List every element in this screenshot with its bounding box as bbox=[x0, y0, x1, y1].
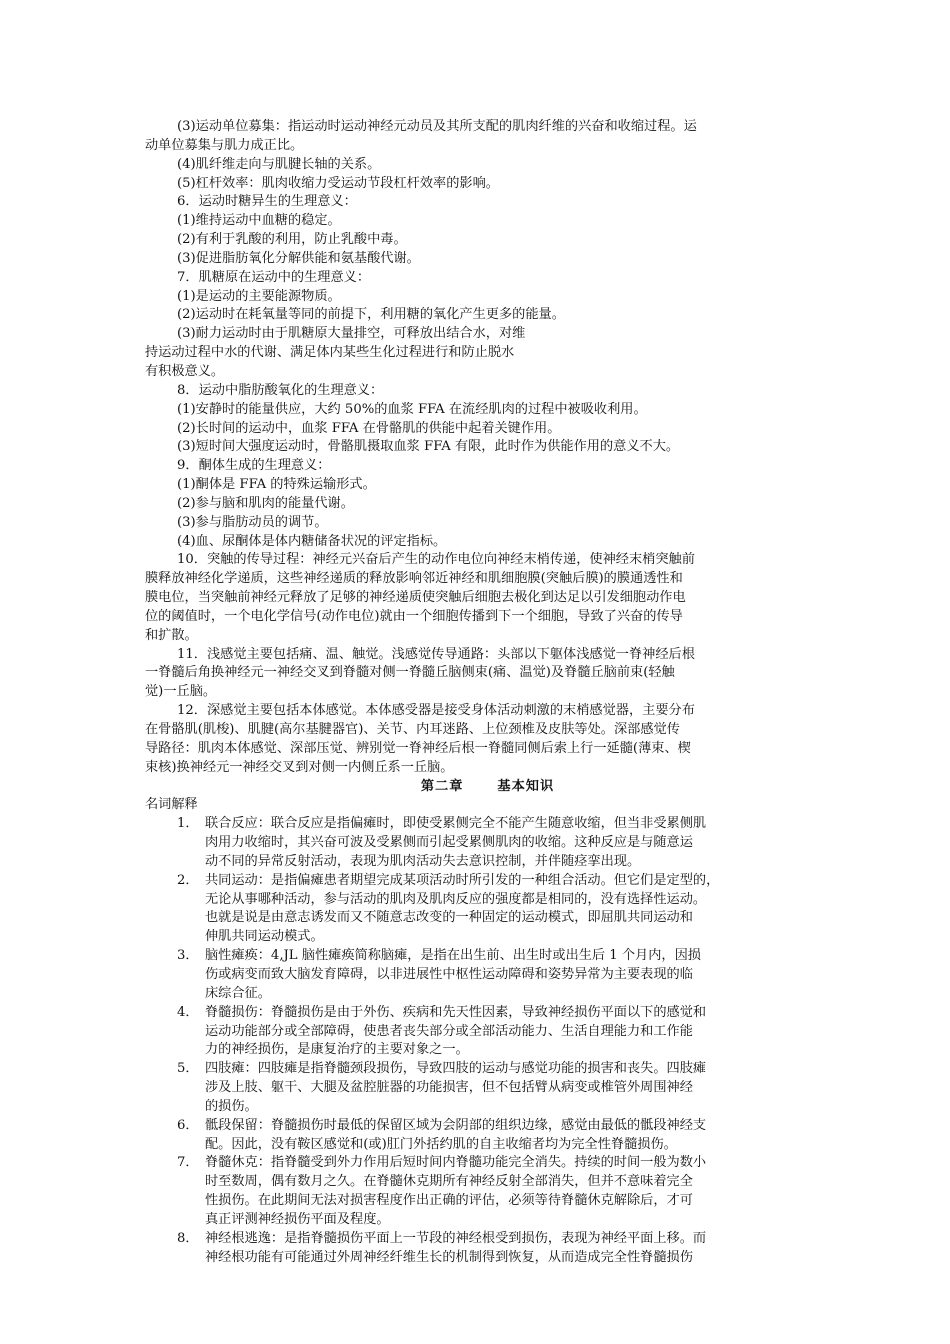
section-physiology-notes bbox=[145, 118, 810, 778]
text-line: (3)参与脂肪动员的调节。 bbox=[177, 514, 328, 530]
text-line: 11．浅感觉主要包括痛、温、触觉。浅感觉传导通路：头部以下躯体浅感觉一脊神经后根 bbox=[177, 646, 695, 662]
glossary-item-text: 脊髓损伤：脊髓损伤是由于外伤、疾病和先天性因素，导致神经损伤平面以下的感觉和 bbox=[205, 1004, 707, 1020]
text-line: (4)肌纤维走向与肌腱长轴的关系。 bbox=[177, 156, 381, 172]
text-line: (1)维持运动中血糖的稳定。 bbox=[177, 213, 341, 229]
glossary-item-text: 涉及上肢、躯干、大腿及盆腔脏器的功能损害，但不包括臂从病变或椎管外周围神经 bbox=[205, 1080, 693, 1096]
glossary-item-text: 神经根逃逸：是指脊髓损伤平面上一节段的神经根受到损伤，表现为神经平面上移。而 bbox=[205, 1230, 707, 1246]
glossary-item-text: 联合反应：联合反应是指偏瘫时，即使受累侧完全不能产生随意收缩，但当非受累侧肌 bbox=[205, 816, 707, 832]
glossary-item bbox=[145, 1060, 810, 1117]
glossary-item-text: 伤或病变而致大脑发育障碍，以非进展性中枢性运动障碍和姿势异常为主要表现的临 bbox=[205, 966, 693, 982]
text-line: 7．肌糖原在运动中的生理意义： bbox=[177, 269, 371, 285]
text-line: (2)长时间的运动中，血浆 FFA 在骨骼肌的供能中起着关键作用。 bbox=[177, 420, 561, 436]
chapter-heading bbox=[145, 778, 810, 797]
chapter-title: 基本知识 bbox=[497, 778, 555, 794]
glossary-item-text: 骶段保留：脊髓损伤时最低的保留区域为会阴部的组织边缘，感觉由最低的骶段神经支 bbox=[205, 1117, 707, 1133]
text-line: 觉)一丘脑。 bbox=[145, 684, 217, 700]
glossary-item-first-line bbox=[145, 872, 810, 891]
glossary-item-text: 脑性瘫痪：4,JL 脑性瘫痪简称脑瘫，是指在出生前、出生时或出生后 1 个月内，因损 bbox=[205, 948, 701, 964]
glossary-item-first-line bbox=[145, 1004, 810, 1023]
text-line: 膜电位，当突触前神经元释放了足够的神经递质使突触后细胞去极化到达足以引发细胞动作电 bbox=[145, 590, 686, 606]
text-line: 8．运动中脂肪酸氧化的生理意义： bbox=[177, 382, 384, 398]
text-line: (3)运动单位募集：指运动时运动神经元动员及其所支配的肌肉纤维的兴奋和收缩过程。运 bbox=[177, 119, 697, 134]
glossary-item-text: 力的神经损伤，是康复治疗的主要对象之一。 bbox=[205, 1042, 469, 1058]
text-line: 12．深感觉主要包括本体感觉。本体感受器是接受身体活动刺激的末梢感觉器，主要分布 bbox=[177, 703, 695, 719]
glossary-item bbox=[145, 1154, 810, 1229]
text-line: 导路径：肌肉本体感觉、深部压觉、辨别觉一脊神经后根一脊髓同侧后索上行一延髓(薄束、楔 bbox=[145, 740, 691, 756]
text-line: (2)有利于乳酸的利用，防止乳酸中毒。 bbox=[177, 232, 407, 248]
glossary-item-number: 1． bbox=[177, 816, 199, 832]
chapter-number: 第二章 bbox=[420, 778, 464, 794]
glossary-item-number: 3． bbox=[177, 948, 199, 964]
text-line: 膜释放神经化学递质，这些神经递质的释放影响邻近神经和肌细胞膜(突触后膜)的膜通透性和 bbox=[145, 571, 683, 587]
text-line: 6．运动时糖异生的生理意义： bbox=[177, 194, 357, 210]
glossary-item-first-line bbox=[145, 815, 810, 834]
text-line: 位的阈值时，一个电化学信号(动作电位)就由一个细胞传播到下一个细胞，导致了兴奋的传导 bbox=[145, 608, 683, 624]
glossary-item-first-line bbox=[145, 1154, 810, 1173]
glossary-item-number: 8． bbox=[177, 1230, 199, 1246]
text-line: 有积极意义。 bbox=[145, 363, 225, 379]
glossary-list bbox=[145, 815, 810, 1267]
glossary-item-text: 肉用力收缩时，其兴奋可波及受累侧而引起受累侧肌肉的收缩。这种反应是与随意运 bbox=[205, 835, 693, 851]
text-line: 9．酮体生成的生理意义： bbox=[177, 458, 331, 474]
text-line: 在骨骼肌(肌梭)、肌腱(高尔基腱器官)、关节、内耳迷路、上位颈椎及皮肤等处。深部感觉传 bbox=[145, 722, 680, 737]
glossary-item-text: 的损伤。 bbox=[205, 1098, 258, 1114]
glossary-item-text: 神经根功能有可能通过外周神经纤维生长的机制得到恢复，从而造成完全性脊髓损伤 bbox=[205, 1249, 693, 1265]
text-line: 束核)换神经元一神经交叉到对侧一内侧丘系一丘脑。 bbox=[145, 759, 454, 775]
glossary-item-text: 四肢瘫：四肢瘫是指脊髓颈段损伤，导致四肢的运动与感觉功能的损害和丧失。四肢瘫 bbox=[205, 1061, 707, 1077]
text-line: 和扩散。 bbox=[145, 627, 198, 643]
glossary-item bbox=[145, 1230, 810, 1268]
glossary-label: 名词解释 bbox=[145, 797, 198, 813]
glossary-item-number: 2． bbox=[177, 872, 199, 888]
glossary-item-text: 也就是说是由意志诱发而又不随意志改变的一种固定的运动模式，即屈肌共同运动和 bbox=[205, 910, 693, 926]
text-line: 持运动过程中水的代谢、满足体内某些生化过程进行和防止脱水 bbox=[145, 345, 515, 361]
text-line: (2)运动时在耗氧量等同的前提下，利用糖的氧化产生更多的能量。 bbox=[177, 307, 565, 323]
text-line: (4)血、尿酮体是体内糖储备状况的评定指标。 bbox=[177, 533, 447, 549]
glossary-item-first-line bbox=[145, 1060, 810, 1079]
glossary-item-text: 动不同的异常反射活动，表现为肌肉活动失去意识控制，并伴随痉挛出现。 bbox=[205, 853, 641, 869]
text-line: 一脊髓后角换神经元一神经交叉到脊髓对侧一脊髓丘脑侧束(痛、温觉)及脊髓丘脑前束(轻触 bbox=[145, 665, 675, 681]
glossary-item-text: 床综合征。 bbox=[205, 985, 271, 1001]
glossary-item-text: 真正评测神经损伤平面及程度。 bbox=[205, 1211, 390, 1227]
glossary-item-text: 共同运动：是指偏瘫患者期望完成某项活动时所引发的一种组合活动。但它们是定型的， bbox=[205, 872, 720, 888]
glossary-item-text: 无论从事哪种活动，参与活动的肌肉及肌肉反应的强度都是相同的，没有选择性运动。 bbox=[205, 891, 707, 907]
glossary-item bbox=[145, 1117, 810, 1155]
glossary-item-number: 4． bbox=[177, 1004, 199, 1020]
text-line: (1)酮体是 FFA 的特殊运输形式。 bbox=[177, 477, 376, 493]
glossary-item bbox=[145, 815, 810, 872]
glossary-item-text: 脊髓休克：指脊髓受到外力作用后短时间内脊髓功能完全消失。持续的时间一般为数小 bbox=[205, 1155, 707, 1171]
glossary-item-number: 6． bbox=[177, 1117, 199, 1133]
text-line: (2)参与脑和肌肉的能量代谢。 bbox=[177, 495, 354, 511]
glossary-item-text: 运动功能部分或全部障碍，使患者丧失部分或全部活动能力、生活自理能力和工作能 bbox=[205, 1023, 693, 1039]
text-line: (3)短时间大强度运动时，骨骼肌摄取血浆 FFA 有限，此时作为供能作用的意义不大。 bbox=[177, 439, 680, 455]
text-line: (3)耐力运动时由于肌糖原大量排空，可释放出结合水，对维 bbox=[177, 326, 526, 342]
glossary-item-text: 伸肌共同运动模式。 bbox=[205, 929, 324, 945]
text-line: (3)促进脂肪氧化分解供能和氨基酸代谢。 bbox=[177, 250, 420, 266]
text-line: (1)是运动的主要能源物质。 bbox=[177, 288, 341, 304]
glossary-item-text: 性损伤。在此期间无法对损害程度作出正确的评估，必须等待脊髓休克解除后，才可 bbox=[205, 1193, 693, 1209]
glossary-item bbox=[145, 1004, 810, 1061]
text-line: (1)安静时的能量供应，大约 50%的血浆 FFA 在流经肌肉的过程中被吸收利用。 bbox=[177, 401, 647, 417]
glossary-item bbox=[145, 872, 810, 947]
glossary-item-first-line bbox=[145, 1117, 810, 1136]
glossary-item-number: 7． bbox=[177, 1155, 199, 1171]
glossary-item-text: 配。因此，没有鞍区感觉和(或)肛门外括约肌的自主收缩者均为完全性脊髓损伤。 bbox=[205, 1136, 677, 1152]
glossary-item-text: 时至数周，偶有数月之久。在脊髓休克期所有神经反射全部消失，但并不意味着完全 bbox=[205, 1174, 693, 1190]
glossary-item bbox=[145, 947, 810, 1004]
page-content bbox=[145, 118, 810, 1267]
glossary-item-first-line bbox=[145, 947, 810, 966]
glossary-item-first-line bbox=[145, 1230, 810, 1249]
text-line: 动单位募集与肌力成正比。 bbox=[145, 137, 304, 153]
text-line: 10．突触的传导过程：神经元兴奋后产生的动作电位向神经末梢传递，使神经末梢突触前 bbox=[177, 552, 695, 568]
text-line: (5)杠杆效率：肌肉收缩力受运动节段杠杆效率的影响。 bbox=[177, 175, 499, 191]
glossary-item-number: 5． bbox=[177, 1061, 199, 1077]
